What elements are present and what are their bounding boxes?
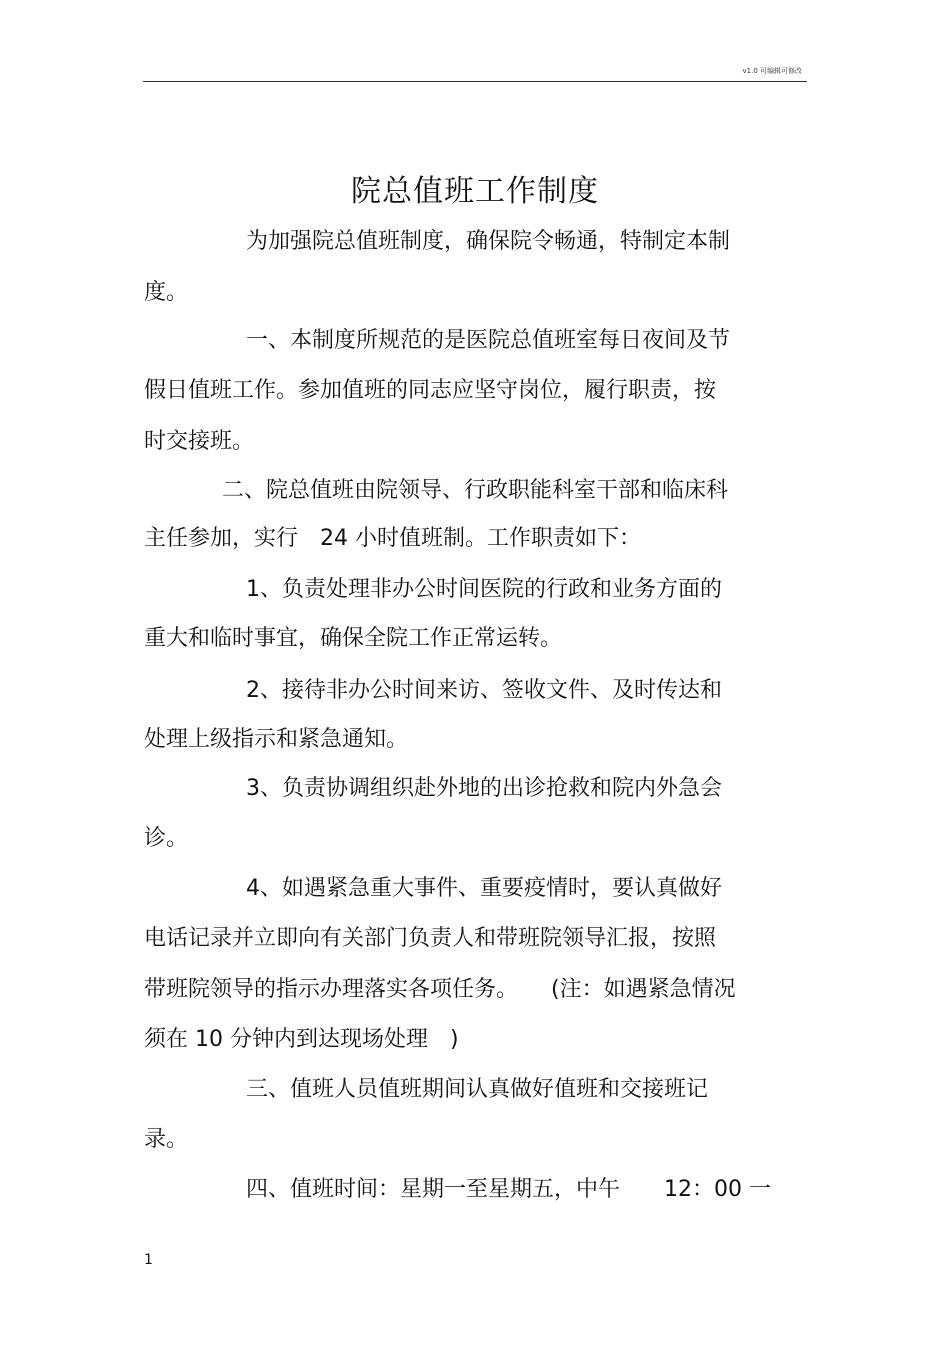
body-line-4: 假日值班工作。参加值班的同志应坚守岗位，履行职责，按	[144, 378, 717, 403]
body-line-2: 度。	[144, 280, 189, 305]
header-rule	[143, 81, 807, 82]
body-line-16: 带班院领导的指示办理落实各项任务。 (注：如遇紧急情况	[144, 977, 736, 1002]
body-line-12: 3、负责协调组织赴外地的出诊抢救和院内外急会	[246, 776, 722, 801]
body-line-10: 2、接待非办公时间来访、签收文件、及时传达和	[246, 678, 722, 703]
body-line-11: 处理上级指示和紧急通知。	[144, 727, 409, 752]
body-line-14: 4、如遇紧急重大事件、重要疫情时，要认真做好	[246, 876, 722, 901]
body-line-13: 诊。	[144, 826, 189, 851]
body-line-19: 录。	[144, 1127, 189, 1152]
page-number: 1	[144, 1252, 153, 1268]
body-line-9: 重大和临时事宜，确保全院工作正常运转。	[144, 626, 563, 651]
body-line-6: 二、院总值班由院领导、行政职能科室干部和临床科	[222, 478, 729, 503]
body-line-8: 1、负责处理非办公时间医院的行政和业务方面的	[246, 577, 722, 602]
body-line-20: 四、值班时间：星期一至星期五，中午 12：00 一	[246, 1177, 771, 1202]
body-line-3: 一、本制度所规范的是医院总值班室每日夜间及节	[246, 328, 731, 353]
body-line-5: 时交接班。	[144, 429, 255, 454]
document-title: 院总值班工作制度	[351, 174, 599, 209]
body-line-1: 为加强院总值班制度，确保院令畅通，特制定本制	[246, 229, 731, 254]
body-line-15: 电话记录并立即向有关部门负责人和带班院领导汇报，按照	[144, 926, 717, 951]
header-note: v1.0 可编辑可修改	[742, 67, 802, 75]
body-line-7: 主任参加，实行 24 小时值班制。工作职责如下：	[144, 526, 641, 551]
body-line-17: 须在 10 分钟内到达现场处理 )	[144, 1027, 459, 1052]
body-line-18: 三、值班人员值班期间认真做好值班和交接班记	[246, 1077, 709, 1102]
